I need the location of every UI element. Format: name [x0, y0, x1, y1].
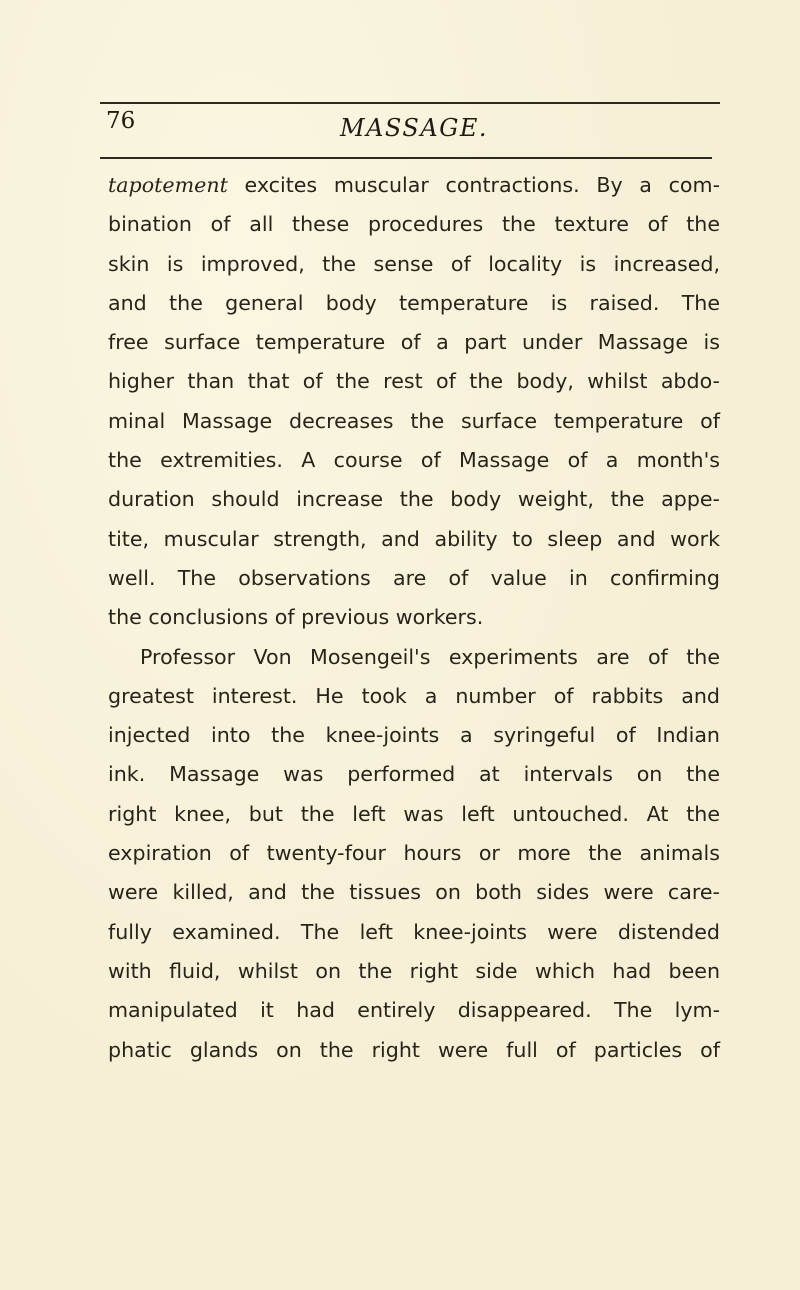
italic-term: tapotement: [108, 173, 228, 197]
text-line: right knee, but the left was left untouched. At the: [108, 801, 720, 826]
text-line: were killed, and the tissues on both sides were care-: [108, 880, 720, 905]
body-text: [108, 166, 720, 1070]
text-line: injected into the knee-joints a syringeful of Indian: [108, 723, 720, 748]
page-number: 76: [106, 108, 136, 134]
header-bottom-rule: [100, 157, 712, 159]
paragraph-1: [108, 166, 720, 638]
text-line: free surface temperature of a part under Massage is: [108, 330, 720, 355]
text-line: phatic glands on the right were full of particles of: [108, 1037, 720, 1062]
text-line: the extremities. A course of Massage of a month's: [108, 448, 720, 473]
text-line: ink. Massage was performed at intervals on the: [108, 762, 720, 787]
text-line: bination of all these procedures the texture of the: [108, 212, 720, 237]
text-line: greatest interest. He took a number of rabbits and: [108, 683, 720, 708]
text-line: and the general body temperature is raised. The: [108, 290, 720, 315]
text-line: expiration of twenty-four hours or more the animals: [108, 841, 720, 866]
text-line: tite, muscular strength, and ability to sleep and work: [108, 526, 720, 551]
text-line: higher than that of the rest of the body, whilst abdo-: [108, 369, 720, 394]
text-line: Professor Von Mosengeil's experiments are of the: [140, 644, 720, 669]
text-line: the conclusions of previous workers.: [108, 605, 484, 630]
text-line: duration should increase the body weight, the appe-: [108, 487, 720, 512]
text-line: fully examined. The left knee-joints were distended: [108, 919, 720, 944]
text-line: skin is improved, the sense of locality is increased,: [108, 251, 720, 276]
text-line: manipulated it had entirely disappeared. The lym-: [108, 998, 720, 1023]
running-title: MASSAGE.: [340, 114, 489, 142]
paragraph-2: [108, 638, 720, 1070]
text-line: [108, 166, 720, 205]
text-line: with fluid, whilst on the right side which had been: [108, 958, 720, 983]
line-text: excites muscular contractions. By a com-: [227, 173, 720, 197]
page-header: [100, 104, 720, 156]
text-line: minal Massage decreases the surface temperature of: [108, 408, 720, 433]
text-line: well. The observations are of value in confirming: [108, 565, 720, 590]
